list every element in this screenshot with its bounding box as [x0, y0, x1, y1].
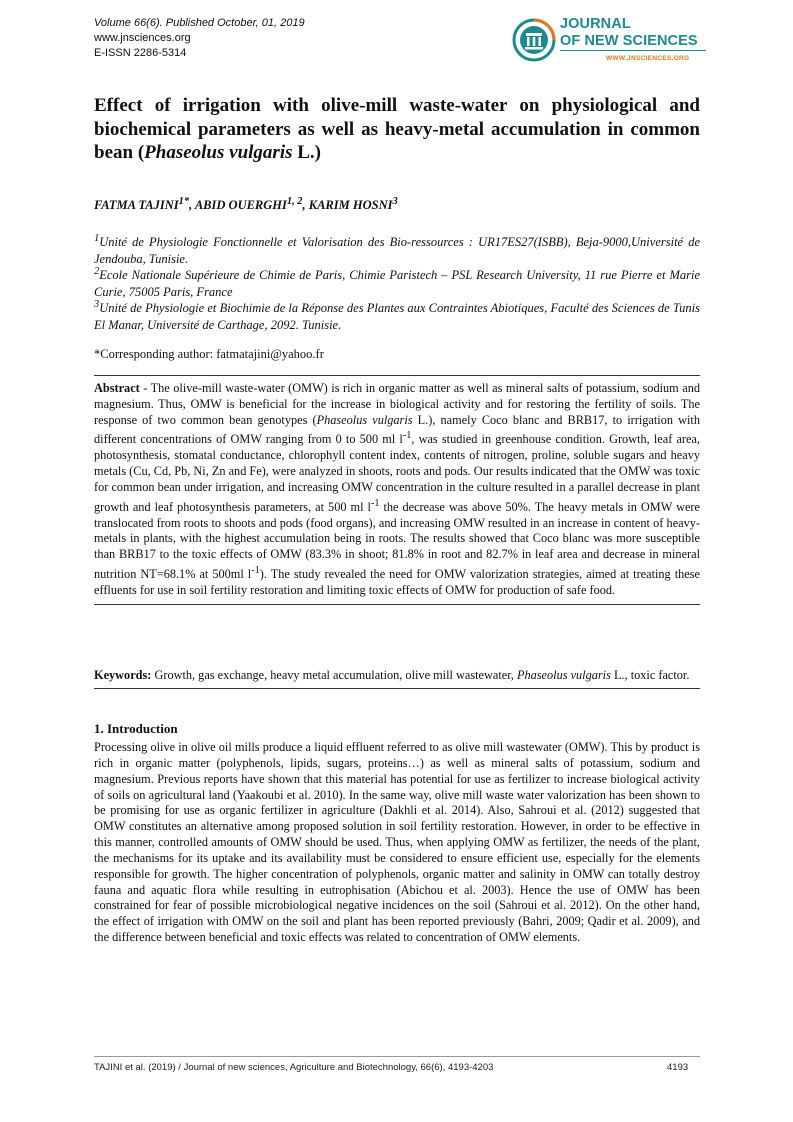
- paper-title: Effect of irrigation with olive-mill waste-water on physiological and biochemical parameters as well as heavy-metal accumulation in common bean (Phaseolus vulgaris L.): [94, 95, 700, 163]
- logo-name: JOURNAL OF NEW SCIENCES: [560, 16, 698, 49]
- header-meta: [94, 16, 305, 61]
- journal-emblem-icon: [512, 18, 556, 62]
- section-heading: 1. Introduction: [94, 721, 178, 736]
- corresponding-author: *Corresponding author: fatmatajini@yahoo.fr: [94, 347, 324, 361]
- affiliation-1: $^1$Unité de Physiologie Fonctionnelle et Valorisation des Bio-ressources : UR17ES27(ISBB), Beja-9000,Université de Jendouba, Tunisie.: [94, 233, 700, 266]
- introduction-body: Processing olive in olive oil mills produce a liquid effluent referred to as olive mill wastewater (OMW). This by product is rich in organic matter (polyphenols, lipids, sugars, proteins…) as well as mineral salts of potassium, sodium and magnesium. Previous reports have shown that this material has potential for use as fertilizer to increase biological activity of soils on agricultural land (Yaakoubi et al. 2010). In the same way, olive mill waste water valorization has been shown to be promising for use as organic fertilizer in agriculture (Dakhli et al. 2014). Also, Sahroui et al. (2012) suggested that OMW constitutes an alternative among proposed solution in soil fertility restoration. However, in order to be effective in this manner, controlled amounts of OMW should be used. Thus, when applying OMW as fertilizer, the needs of the plant, the mechanisms for its uptake and its availability must be considered to ensure efficient use, especially for the elements responsible for growth. The higher concentration of polyphenols, organic matter and salinity in OMW can totally destroy fauna and aquatic flora while resulting in eutrophisation (Abichou et al. 2003). Hence the use of OMW has been constrained for fear of possible microbiological negative incidences on the soil (Sahroui et al. 2012). On the other hand, the effect of irrigation with OMW on the soil and plant has been reported previously (Bahri, 2009; Qadir et al. 2009), and the difference between beneficial and toxic effects was related to concentration of OMW elements.: [94, 740, 700, 945]
- page-number: 4193: [667, 1062, 689, 1073]
- affiliation-2: $^2$Ecole Nationale Supérieure de Chimie de Paris, Chimie Paristech – PSL Research University, 11 rue Pierre et Marie Curie, 75005 Paris, France: [94, 266, 700, 299]
- website-link[interactable]: www.jnsciences.org: [94, 32, 191, 44]
- keywords-text: Keywords: Growth, gas exchange, heavy metal accumulation, olive mill wastewater, Phaseolus vulgaris L., toxic factor.: [94, 668, 690, 682]
- footer-divider: [94, 1056, 700, 1057]
- issn-text: E-ISSN 2286-5314: [94, 47, 187, 59]
- logo-url: WWW.JNSCIENCES.ORG: [606, 55, 690, 62]
- footer-citation: TAJINI et al. (2019) / Journal of new sciences, Agriculture and Biotechnology, 66(6), 4193-4203: [94, 1062, 494, 1073]
- affiliation-3: $^3$Unité de Physiologie et Biochimie de la Réponse des Plantes aux Contraintes Abiotiques, Faculté des Sciences de Tunis El Manar, Université de Carthage, 2092. Tunisie.: [94, 299, 700, 332]
- abstract-text: Abstract - The olive-mill waste-water (OMW) is rich in organic matter as well as mineral salts of potassium, sodium and magnesium. Thus, OMW is beneficial for the increase in biological activity and for restoring the fertility of soils. The response of two common bean genotypes (Phaseolus vulgaris L.), namely Coco blanc and BRB17, to irrigation with different concentrations of OMW ranging from 0 to 500 ml $l^{-1}$, was studied in greenhouse condition. Growth, leaf area, photosynthesis, stomatal conductance, chlorophyll content index, contents of nitrogen, proline, soluble sugars and heavy metals (Cu, Cd, Pb, Ni, Zn and Fe), were analyzed in shoots, roots and pods. Our results indicated that the OMW was toxic for common bean under irrigation, and increasing OMW concentration in the culture resulted in a parallel decrease in plant growth and leaf photosynthesis parameters, at 500 ml $l^{-1}$ the decrease was above 50%. The heavy metals in OMW were translocated from roots to shoots and pods (food organs), and increasing OMW resulted in an increase in content of heavy-metals in plants, with the highest accumulation being in roots. The results showed that Coco blanc was more susceptible than BRB17 to the toxic effects of OMW (83.3% in shoot; 81.8% in root and 82.7% in leaf area and decrease in mineral nutrition NT=68.1% at 500ml $l^{-1}$). The study revealed the need for OMW valorization strategies, aimed at treating these effluents for use in soil fertility restoration and limiting toxic effects of OMW for production of safe food.: [94, 381, 700, 597]
- abstract-section: [94, 375, 700, 605]
- logo-divider: [560, 50, 706, 51]
- author-list: FATMA $TAJINI^{1*}$, ABID OUERGHI$^{1, 2}$, KARIM HOSNI$^3$: [94, 196, 398, 213]
- journal-logo: [510, 12, 710, 68]
- keywords-section: [94, 668, 700, 689]
- volume-line: Volume 66(6). Published October, 01, 2019: [94, 17, 305, 29]
